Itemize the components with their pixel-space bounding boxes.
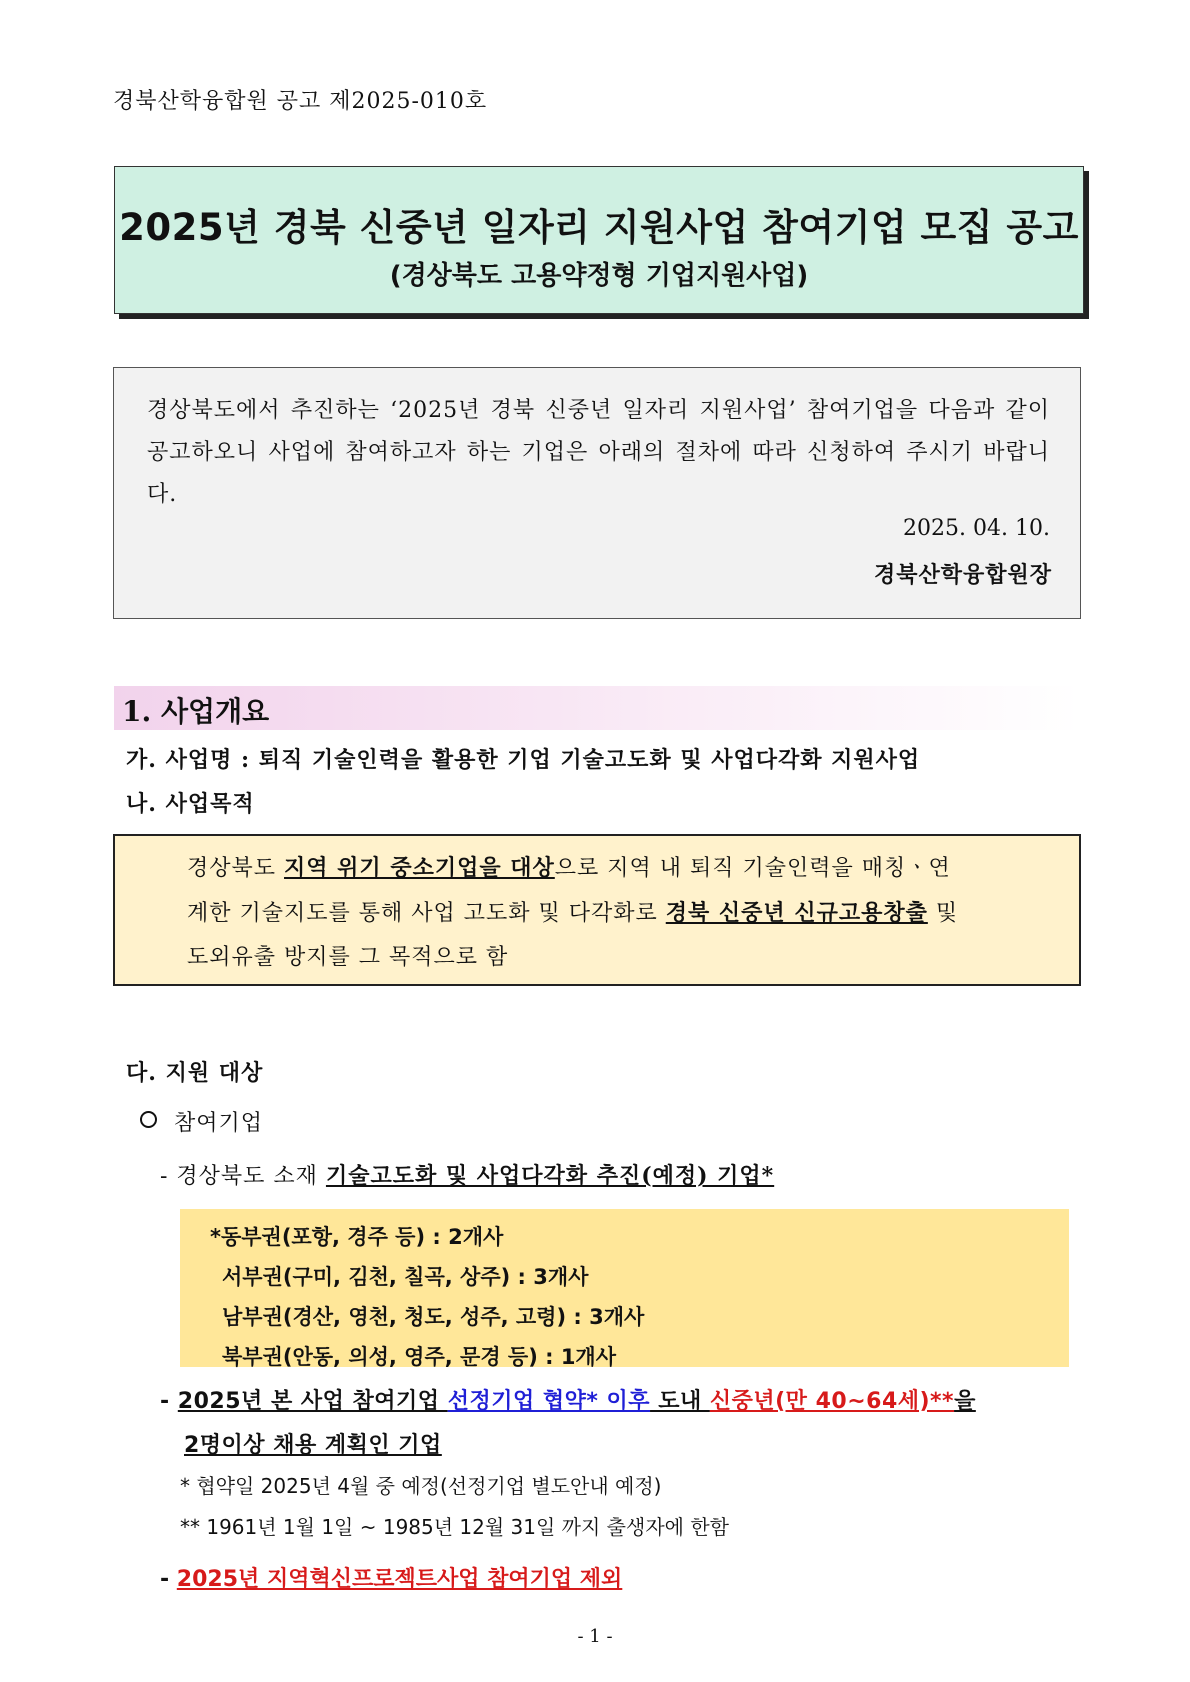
- exclusion-text: 2025년 지역혁신프로젝트사업 참여기업 제외: [176, 1567, 623, 1592]
- announcement-date: 2025. 04. 10.: [903, 516, 1050, 541]
- purpose-box: [113, 834, 1081, 986]
- target-line-underlined: 기술고도화 및 사업다각화 추진(예정) 기업*: [325, 1163, 775, 1189]
- purpose-part: 경상북도: [187, 856, 285, 881]
- eligibility-criteria: [160, 1380, 976, 1468]
- purpose-part: 및 도외유출 방지를 그 목적으로 함: [187, 901, 959, 970]
- section-heading-label: 1. 사업개요: [122, 695, 270, 728]
- support-target-label: 다. 지원 대상: [126, 1060, 264, 1086]
- region-list: [210, 1217, 644, 1377]
- region-item: *동부권(포항, 경주 등) : 2개사: [210, 1225, 504, 1249]
- section-heading: [114, 686, 1080, 730]
- criteria-part: 을: [954, 1389, 976, 1414]
- footnote-birth-range: ** 1961년 1월 1일 ~ 1985년 12월 31일 까지 출생자에 한함: [180, 1515, 729, 1539]
- region-item: 북부권(안동, 의성, 영주, 문경 등) : 1개사: [222, 1345, 617, 1369]
- intro-box: [113, 367, 1081, 619]
- signer: 경북산학융합원장: [873, 563, 1052, 588]
- criteria-part: 도내: [650, 1389, 710, 1414]
- criteria-age-range: 신중년(만 40~64세)**: [709, 1389, 955, 1414]
- criteria-part: 2025년 본 사업 참여기업: [177, 1389, 448, 1414]
- participant-label: 참여기업: [174, 1111, 264, 1136]
- circle-bullet-icon: [140, 1111, 157, 1128]
- purpose-text: [187, 846, 969, 980]
- criteria-hiring-plan: 2명이상 채용 계획인 기업: [184, 1433, 442, 1458]
- project-purpose-label: 나. 사업목적: [126, 791, 255, 817]
- project-name: 가. 사업명 : 퇴직 기술인력을 활용한 기업 기술고도화 및 사업다각화 지원사업: [126, 747, 921, 773]
- purpose-highlight-goal: 경북 신중년 신규고용창출: [665, 900, 928, 926]
- purpose-part: 으로 지역 내 퇴직 기술인력을 매칭ㆍ연계한 기술지도를 통해 사업 고도화 및 다각화로: [187, 856, 951, 926]
- exclusion-dash: -: [160, 1567, 177, 1592]
- purpose-highlight-target: 지역 위기 중소기업을 대상: [284, 855, 555, 881]
- title-box: [114, 166, 1084, 314]
- region-item: 남부권(경산, 영천, 청도, 성주, 고령) : 3개사: [222, 1305, 645, 1329]
- exclusion-line: [160, 1562, 622, 1593]
- notice-number: 경북산학융합원 공고 제2025-010호: [113, 89, 488, 114]
- target-line: [160, 1159, 774, 1190]
- page-number: - 1 -: [577, 1626, 613, 1647]
- document-title: 2025년 경북 신중년 일자리 지원사업 참여기업 모집 공고: [119, 206, 1079, 249]
- footnote-agreement: * 협약일 2025년 4월 중 예정(선정기업 별도안내 예정): [180, 1474, 662, 1498]
- document-subtitle: (경상북도 고용약정형 기업지원사업): [389, 261, 809, 291]
- criteria-dash: -: [160, 1389, 178, 1414]
- intro-text: 경상북도에서 추진하는 ‘2025년 경북 신중년 일자리 지원사업’ 참여기업을 다음과 같이 공고하오니 사업에 참여하고자 하는 기업은 아래의 절차에 따라 신청하여 주시기 바랍니다.: [147, 398, 1050, 507]
- region-item: 서부권(구미, 김천, 칠곡, 상주) : 3개사: [222, 1265, 589, 1289]
- region-quota-box: [180, 1209, 1069, 1367]
- target-line-prefix: - 경상북도 소재: [160, 1164, 326, 1189]
- criteria-after-agreement: 선정기업 협약* 이후: [447, 1389, 651, 1414]
